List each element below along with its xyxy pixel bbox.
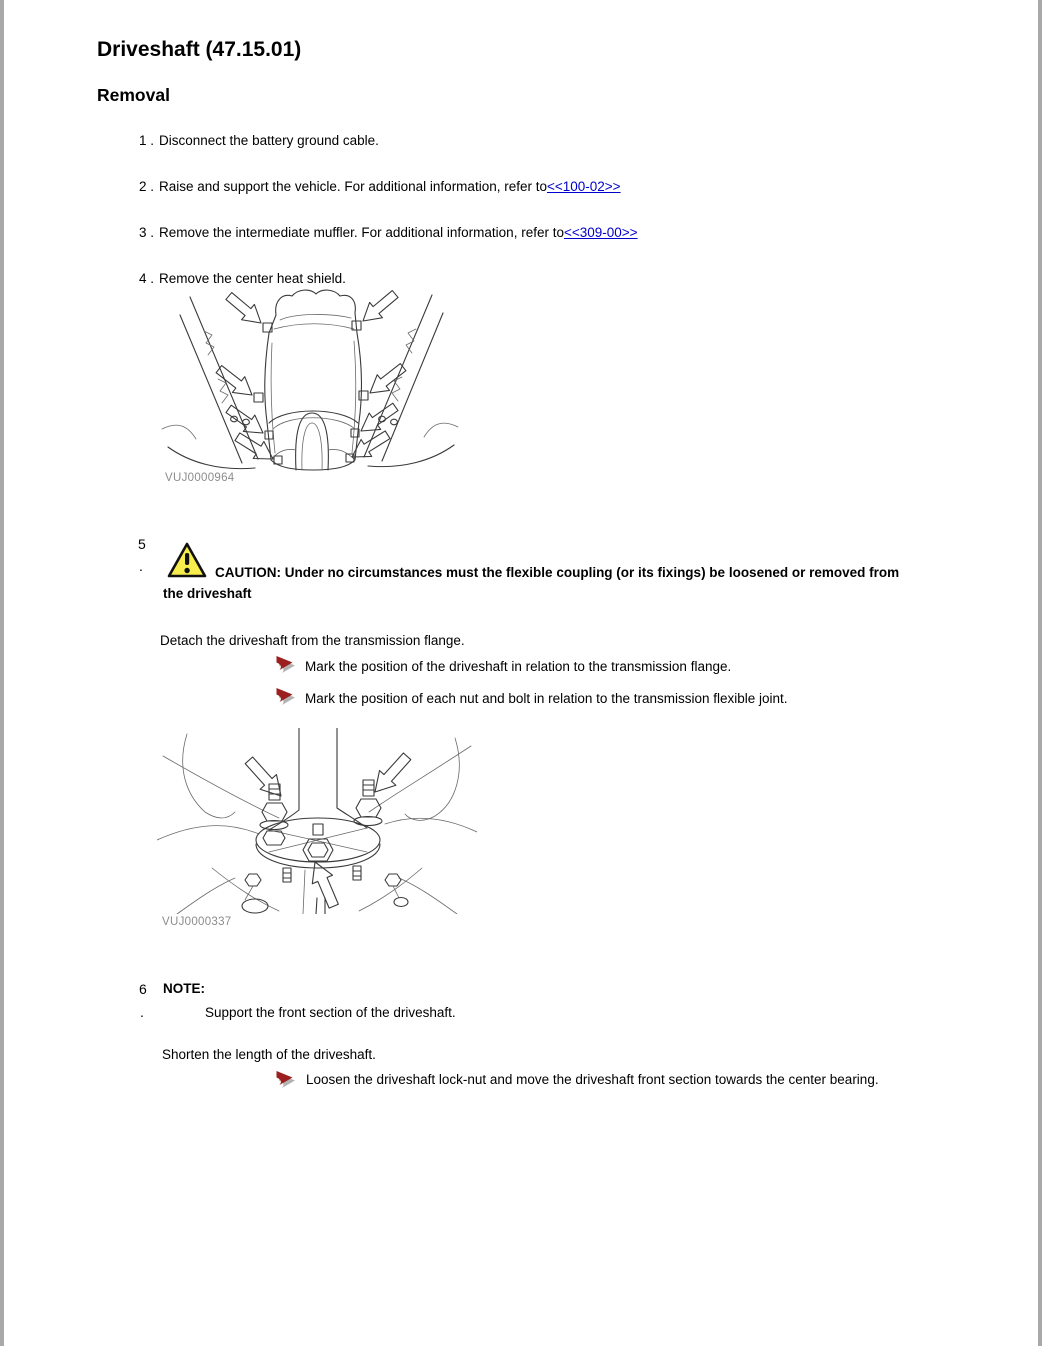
mark-nut-bolt-bullet: Mark the position of each nut and bolt in relation to the transmission flexible joint. — [305, 691, 788, 706]
step-4-number: 4 . — [139, 271, 155, 286]
figure-heat-shield — [160, 287, 460, 473]
ref-link-309-00[interactable]: <<309-00>> — [563, 225, 638, 240]
ref-link-100-02[interactable]: <<100-02>> — [546, 179, 621, 194]
right-page-border — [1038, 0, 1042, 1346]
step-6-number: 6 — [139, 981, 147, 997]
loosen-locknut-bullet: Loosen the driveshaft lock-nut and move the driveshaft front section towards the center bearing. — [306, 1072, 879, 1087]
figure1-label: VUJ0000964 — [165, 472, 235, 484]
step-1-number: 1 . — [139, 133, 155, 148]
note-label: NOTE: — [163, 981, 205, 996]
step-2-text: Raise and support the vehicle. For additional information, refer to — [159, 179, 547, 194]
step-2-number: 2 . — [139, 179, 155, 194]
shorten-instruction: Shorten the length of the driveshaft. — [162, 1047, 376, 1062]
mark-driveshaft-bullet: Mark the position of the driveshaft in relation to the transmission flange. — [305, 659, 732, 674]
caution-text: CAUTION: Under no circumstances must the flexible coupling (or its fixings) be loosened or removed from the driveshaft — [163, 565, 900, 601]
section-heading: Removal — [97, 85, 170, 105]
heat-shield-diagram — [160, 287, 460, 473]
step-5-number-dot: . — [139, 558, 143, 574]
step-3 — [139, 225, 638, 240]
step-5-number: 5 — [138, 536, 146, 552]
step-4-text: Remove the center heat shield. — [159, 271, 346, 286]
red-arrow-bullet-icon — [275, 1069, 299, 1091]
step-3-number: 3 . — [139, 225, 155, 240]
flange-diagram — [157, 728, 477, 914]
page-title: Driveshaft (47.15.01) — [97, 38, 302, 61]
red-arrow-bullet-icon — [275, 686, 299, 708]
figure2-label: VUJ0000337 — [162, 916, 232, 928]
detach-instruction: Detach the driveshaft from the transmission flange. — [160, 633, 465, 648]
step-6-number-dot: . — [140, 1004, 144, 1020]
step-4 — [139, 271, 346, 286]
figure-transmission-flange — [157, 728, 477, 914]
step-1 — [139, 133, 379, 148]
red-arrow-bullet-icon — [275, 654, 299, 676]
note-text: Support the front section of the driveshaft. — [205, 1005, 456, 1020]
step-3-text: Remove the intermediate muffler. For additional information, refer to — [159, 225, 564, 240]
step-1-text: Disconnect the battery ground cable. — [159, 133, 379, 148]
step-2 — [139, 179, 621, 194]
left-page-border — [0, 0, 4, 1346]
